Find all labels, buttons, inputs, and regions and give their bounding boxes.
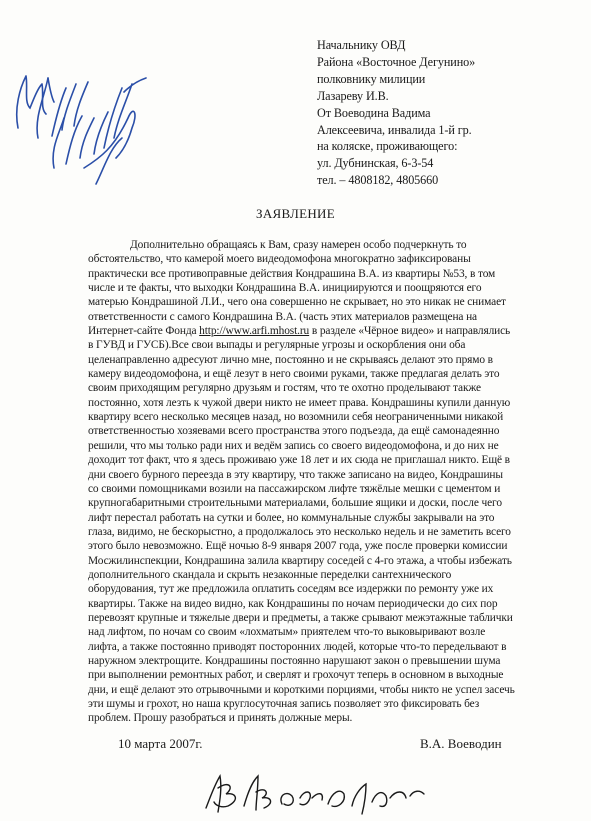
body-line — [88, 338, 512, 352]
addressee-line: ул. Дубнинская, 6-3-54 — [317, 156, 434, 171]
statement-date: 10 марта 2007г. — [118, 736, 203, 751]
addressee-line: Района «Восточное Дегунино» — [317, 54, 476, 69]
handwritten-registration-note — [4, 18, 154, 198]
addressee-line: Лазареву И.В. — [317, 88, 389, 103]
body-line: этого было невозможно. Ещё ночью 8-9 января 2007 года, уже после проверки комиссии — [88, 540, 508, 553]
body-line: ответственностью хозяевами всего пространства этого подъезда, да ещё самонадеянно — [88, 425, 500, 438]
body-line: над лифтом, по ночам со своим «лохматым» приятелем что-то выковыривают возле — [88, 626, 486, 639]
addressee-line: тел. – 4808182, 4805660 — [317, 173, 439, 188]
addressee-line: От Воеводина Вадима — [317, 105, 431, 120]
addressee-line: Начальнику ОВД — [317, 38, 406, 52]
body-line: ответственности с самого Кондрашина В.А. (часть этих материалов размещена на — [88, 310, 477, 323]
body-line: квартиру всего несколько месяцев назад, но возомнили себя неограниченными никакой — [88, 411, 504, 424]
body-line-prefix: Интернет-сайте Фонда — [88, 325, 200, 338]
addressee-block — [317, 37, 582, 189]
document-title: ЗАЯВЛЕНИЕ — [256, 206, 335, 221]
body-line: дни, и ещё делают это отрывочными и короткими порциями, чтобы никто не успел засечь — [88, 683, 515, 696]
body-line: крупногабаритными строительными материалами, большие ящики и доски, после чего — [88, 497, 502, 510]
addressee-line: на коляске, проживающего: — [317, 139, 458, 154]
body-line: камеру видеодомофона, и ещё лезут в него своими руками, также предлагая делать это — [88, 368, 500, 381]
body-line: практически все противоправные действия Кондрашина В.А. из квартиры №53, в том — [88, 267, 496, 280]
body-line: обстоятельство, что камерой моего видеодомофона многократно зафиксированы — [88, 253, 471, 266]
body-line-suffix: Все свои выпады и регулярные угрозы и оскорбления они оба — [171, 339, 466, 352]
statement-body — [88, 238, 515, 726]
body-line-with-link — [88, 324, 512, 338]
fund-website-link[interactable]: http://www.arfi.mhost.ru — [199, 325, 310, 338]
handwriting-scribble-icon — [4, 18, 154, 198]
body-line: лифт перестал работать на сутки и более, но коммунальные службы закрывали на это — [88, 511, 495, 524]
body-line: дополнительного скандала и скрыть незаконные переделки сантехнического — [88, 568, 452, 581]
body-line: глаза, видимо, не бескорыстно, а продолжалось это несколько недель и не заметить всего — [88, 525, 511, 538]
body-line: Дополнительно обращаясь к Вам, сразу намерен особо подчеркнуть то — [130, 239, 467, 251]
body-line: при выполнении ремонтных работ, и сверлят и грохочут теперь в основном в выходные — [88, 669, 504, 682]
body-line: решили, что мы только ради них и ведём запись со своего видеодомофона, и до них не — [88, 439, 499, 452]
body-line: квартиры. Также на видео видно, как Кондрашины по ночам периодически до сих пор — [88, 597, 498, 610]
handwritten-signature — [200, 768, 430, 816]
body-line: оборудования, тут же предложила оплатить соседям все издержки по ремонту уже их — [88, 583, 494, 596]
body-line: лифта, а также постоянно приводят посторонних людей, которые что-то передельвают в — [88, 640, 507, 653]
addressee-line: Алексеевича, инвалида 1-й гр. — [317, 122, 472, 137]
body-line: своим приходящим регулярно друзьям и гостям, что те охотно проделывают также — [88, 382, 481, 395]
signature-scribble-icon — [200, 768, 430, 816]
body-line: постоянно, хотя лезть к чужой двери никто не имеет права. Кондрашины купили данную — [88, 396, 511, 409]
body-line: доходит тот факт, что я здесь проживаю уже 18 лет и их сюда не приглашал никто. Ещё в — [88, 454, 510, 467]
body-line: проблем. Прошу разобраться и принять должные меры. — [88, 712, 353, 725]
body-line: матерью Кондрашиной Л.И., чего она совершенно не скрывает, но это никак не снимает — [88, 296, 506, 309]
addressee-line: полковнику милиции — [317, 71, 426, 86]
body-line: Мосжилинспекции, Кондрашина залила квартиру соседей с 4-го этажа, а чтобы избежать — [88, 554, 512, 567]
body-line: со своими помощниками возили на пассажирском лифте тяжёлые мешки с цементом и — [88, 482, 501, 495]
body-line: наружном электрощите. Кондрашины постоянно нарушают закон о превышении шума — [88, 654, 501, 667]
body-line-prefix: в ГУВД и ГУСБ). — [88, 339, 172, 352]
signer-name: В.А. Воеводин — [420, 736, 502, 751]
body-line: перевозят крупные и тяжелые двери и предметы, а также срывают межэтажные таблички — [88, 611, 513, 624]
body-line: дни своего бурного переезда в эту квартиру, что также записано на видео, Кондрашины — [88, 468, 503, 481]
body-line: числе и те факты, что выходки Кондрашина В.А. инициируются и поощряются его — [88, 282, 482, 295]
body-line: целенаправленно адресуют лично мне, постоянно и не скрываясь делают это прямо в — [88, 353, 493, 366]
body-line-suffix: в разделе «Чёрное видео» и направлялись — [309, 325, 511, 338]
body-line: эти шумы и грохот, но наша круглосуточная запись позволяет это фиксировать без — [88, 698, 480, 710]
